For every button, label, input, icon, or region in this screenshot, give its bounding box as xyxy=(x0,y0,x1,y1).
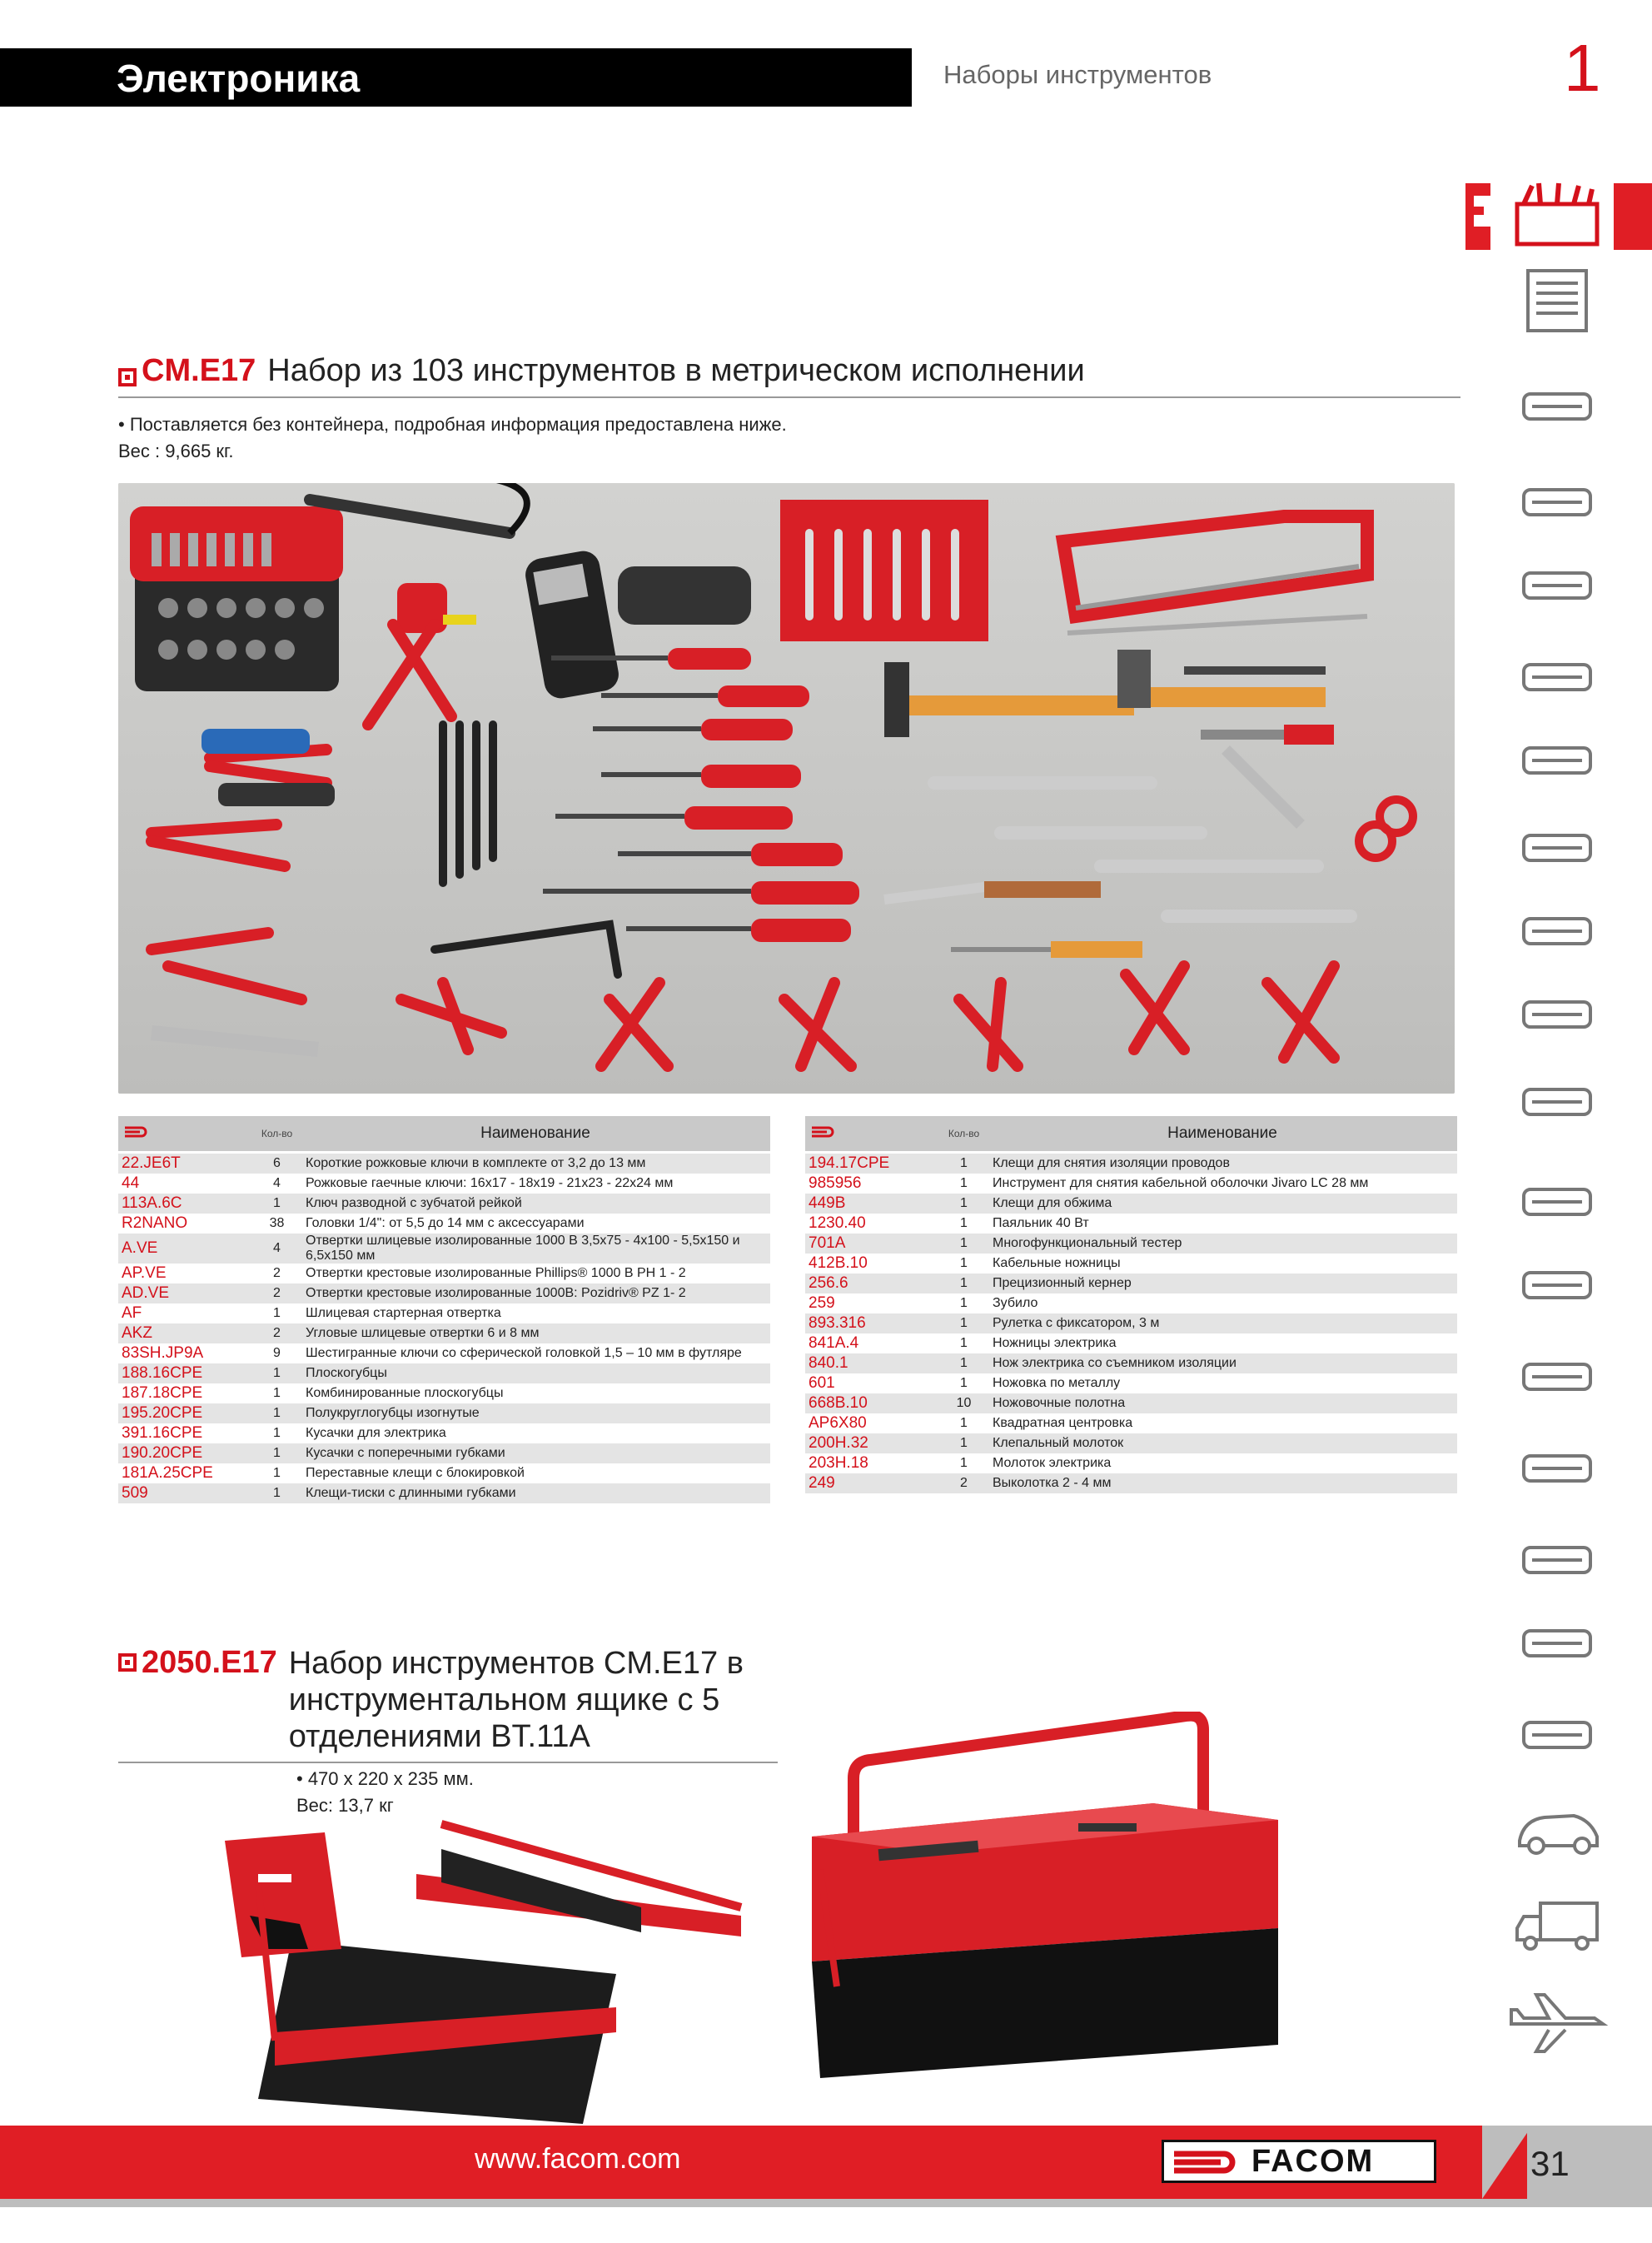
part-code: 22.JE6T xyxy=(118,1153,253,1174)
part-name: Нож электрика со съемником изоляции xyxy=(988,1353,1457,1373)
part-code: 893.316 xyxy=(805,1313,940,1333)
part-code: 200H.32 xyxy=(805,1433,940,1453)
set2-notes xyxy=(296,1766,474,1819)
set1-product-photo xyxy=(118,483,1455,1094)
part-qty: 1 xyxy=(960,1176,968,1190)
pliers-icon[interactable] xyxy=(1499,812,1615,884)
puller-icon[interactable] xyxy=(1499,1166,1615,1238)
part-name: Отвертки шлицевые изолированные 1000 В 3,5x75 - 4x100 - 5,5x150 и 6,5x150 мм xyxy=(301,1234,770,1264)
part-name: Отвертки крестовые изолированные 1000В: Pozidriv® PZ 1- 2 xyxy=(301,1283,770,1303)
part-code: 841A.4 xyxy=(809,1334,859,1352)
table-row xyxy=(805,1353,1457,1373)
table-row xyxy=(118,1343,770,1363)
part-name: Клещи-тиски с длинными губками xyxy=(301,1483,770,1503)
part-qty: 1 xyxy=(960,1256,968,1270)
parts-table-left xyxy=(118,1116,770,1503)
table-row xyxy=(805,1254,1457,1274)
roller-cabinet-icon[interactable] xyxy=(1499,267,1615,338)
table-row xyxy=(118,1383,770,1403)
table-row xyxy=(118,1363,770,1383)
part-code: 44 xyxy=(122,1174,140,1192)
part-code: 601 xyxy=(809,1374,835,1392)
table-row xyxy=(805,1234,1457,1254)
qty-header: Кол-во xyxy=(940,1116,988,1153)
part-qty: 1 xyxy=(940,1234,988,1254)
part-qty: 2 xyxy=(940,1473,988,1493)
part-qty: 1 xyxy=(940,1153,988,1174)
table-row xyxy=(805,1433,1457,1453)
car-icon[interactable] xyxy=(1499,1791,1615,1862)
part-code: 187.18CPE xyxy=(122,1384,203,1402)
part-name: Кабельные ножницы xyxy=(993,1256,1121,1270)
bullet-square-icon xyxy=(118,368,137,386)
table-row xyxy=(805,1453,1457,1473)
page-number: 31 xyxy=(1530,2144,1570,2183)
table-row xyxy=(805,1153,1457,1174)
facom-logo xyxy=(1162,2140,1436,2183)
part-code: 188.16CPE xyxy=(118,1363,253,1383)
part-qty: 1 xyxy=(940,1353,988,1373)
part-name: Полукруглогубцы изогнутые xyxy=(301,1403,770,1423)
part-code: 412B.10 xyxy=(809,1254,868,1272)
parts-table-right xyxy=(805,1116,1457,1493)
tester-icon[interactable] xyxy=(1499,1249,1615,1321)
part-code: AD.VE xyxy=(118,1283,253,1303)
part-qty: 1 xyxy=(940,1194,988,1214)
part-code: AP.VE xyxy=(122,1264,167,1282)
part-qty: 1 xyxy=(253,1363,301,1383)
part-qty: 1 xyxy=(960,1416,968,1430)
part-code: 113A.6C xyxy=(118,1194,253,1214)
hammer-icon[interactable] xyxy=(1499,979,1615,1050)
ratchet-icon[interactable] xyxy=(1499,641,1615,713)
table-row xyxy=(118,1174,770,1194)
socket-case-icon xyxy=(130,506,343,691)
toolbox-closed-image xyxy=(804,1712,1303,2103)
part-qty: 2 xyxy=(253,1283,301,1303)
part-name: Многофункциональный тестер xyxy=(988,1234,1457,1254)
table-row xyxy=(805,1274,1457,1293)
part-code: 256.6 xyxy=(805,1274,940,1293)
footer-url[interactable]: www.facom.com xyxy=(475,2143,681,2175)
side-marker-left xyxy=(1465,183,1490,250)
part-name: Квадратная центровка xyxy=(993,1416,1133,1430)
facom-logo-text: FACOM xyxy=(1251,2144,1375,2179)
part-qty: 1 xyxy=(960,1456,968,1470)
table-row xyxy=(118,1323,770,1343)
part-qty: 1 xyxy=(960,1296,968,1310)
vice-icon[interactable] xyxy=(1499,1433,1615,1504)
part-qty: 10 xyxy=(940,1393,988,1413)
part-name: Ножницы электрика xyxy=(993,1336,1117,1350)
part-qty: 1 xyxy=(273,1306,281,1320)
part-code: 259 xyxy=(809,1294,835,1312)
part-qty: 38 xyxy=(269,1216,285,1230)
part-qty: 1 xyxy=(253,1483,301,1503)
table-row xyxy=(118,1443,770,1463)
table-row xyxy=(118,1194,770,1214)
set2-note-size: • 470 x 220 x 235 мм. xyxy=(296,1768,474,1789)
section-title: Электроника xyxy=(117,57,361,100)
socket-icon[interactable] xyxy=(1499,550,1615,621)
part-qty: 1 xyxy=(940,1433,988,1453)
part-name: Клепальный молоток xyxy=(988,1433,1457,1453)
part-code: 509 xyxy=(118,1483,253,1503)
tool-sets-icon[interactable] xyxy=(1499,179,1615,251)
table-row xyxy=(118,1264,770,1283)
part-code: 195.20CPE xyxy=(118,1403,253,1423)
part-qty: 1 xyxy=(273,1386,281,1400)
set2-note-weight: Вес: 13,7 кг xyxy=(296,1795,394,1816)
part-name: Зубило xyxy=(993,1296,1038,1310)
part-name: Кусачки с поперечными губками xyxy=(301,1443,770,1463)
part-qty: 1 xyxy=(960,1376,968,1390)
part-name: Ключ разводной с зубчатой рейкой xyxy=(301,1194,770,1214)
part-name: Головки 1/4": от 5,5 до 14 мм с аксессуарами xyxy=(306,1216,585,1230)
part-code: 1230.40 xyxy=(809,1214,866,1232)
airplane-icon[interactable] xyxy=(1499,1986,1615,2058)
part-name: Кусачки для электрика xyxy=(306,1426,446,1440)
table-row xyxy=(805,1214,1457,1234)
side-marker-right xyxy=(1614,183,1652,250)
part-qty: 4 xyxy=(253,1234,301,1264)
part-name: Короткие рожковые ключи в комплекте от 3,2 до 13 мм xyxy=(301,1153,770,1174)
part-code: 83SH.JP9A xyxy=(122,1344,204,1362)
part-name: Переставные клещи с блокировкой xyxy=(306,1466,525,1480)
table-row xyxy=(805,1174,1457,1194)
facom-logo-icon xyxy=(118,1116,253,1153)
part-name: Комбинированные плоскогубцы xyxy=(306,1386,504,1400)
part-qty: 4 xyxy=(273,1176,281,1190)
table-row xyxy=(805,1413,1457,1433)
part-qty: 1 xyxy=(960,1216,968,1230)
part-code: 391.16CPE xyxy=(122,1424,203,1442)
part-name: Отвертки крестовые изолированные Phillips® 1000 В PH 1 - 2 xyxy=(306,1266,686,1280)
part-name: Инструмент для снятия кабельной оболочки Jivaro LC 28 мм xyxy=(993,1176,1369,1190)
table-row xyxy=(118,1423,770,1443)
tool-chest-icon[interactable] xyxy=(1499,371,1615,442)
part-name: Прецизионный кернер xyxy=(988,1274,1457,1293)
part-name: Рожковые гаечные ключи: 16x17 - 18x19 - 21x23 - 22x24 мм xyxy=(306,1176,674,1190)
chapter-number: 1 xyxy=(1564,31,1601,105)
truck-icon[interactable] xyxy=(1499,1887,1615,1958)
table-row xyxy=(118,1403,770,1423)
part-qty: 1 xyxy=(253,1403,301,1423)
table-row xyxy=(118,1234,770,1264)
part-name: Паяльник 40 Вт xyxy=(993,1216,1089,1230)
part-name: Угловые шлицевые отвертки 6 и 8 мм xyxy=(301,1323,770,1343)
part-name: Ножовочные полотна xyxy=(988,1393,1457,1413)
set1-note-weight: Вес : 9,665 кг. xyxy=(118,441,234,461)
part-qty: 9 xyxy=(273,1346,281,1360)
footer-rule xyxy=(0,2199,1652,2207)
part-name: Клещи для обжима xyxy=(988,1194,1457,1214)
bullet-square-icon xyxy=(118,1653,137,1672)
name-header: Наименование xyxy=(301,1116,770,1153)
set1-code: CM.E17 xyxy=(142,353,256,388)
part-qty: 1 xyxy=(960,1336,968,1350)
handle-icon[interactable] xyxy=(1499,1699,1615,1771)
part-name: Ножовка по металлу xyxy=(993,1376,1121,1390)
part-code: 840.1 xyxy=(805,1353,940,1373)
name-header: Наименование xyxy=(988,1116,1457,1153)
table-row xyxy=(805,1473,1457,1493)
part-code: 203H.18 xyxy=(809,1454,868,1472)
set1-title: Набор из 103 инструментов в метрическом исполнении xyxy=(267,353,1085,388)
table-row xyxy=(805,1373,1457,1393)
section-subtitle: Наборы инструментов xyxy=(943,60,1212,89)
part-qty: 1 xyxy=(940,1313,988,1333)
part-name: Выколотка 2 - 4 мм xyxy=(988,1473,1457,1493)
table-row xyxy=(118,1463,770,1483)
part-code: 701A xyxy=(805,1234,940,1254)
part-code: AKZ xyxy=(118,1323,253,1343)
screwdriver-icon[interactable] xyxy=(1499,725,1615,796)
part-code: 194.17CPE xyxy=(805,1153,940,1174)
part-name: Рулетка с фиксатором, 3 м xyxy=(988,1313,1457,1333)
part-code: 249 xyxy=(805,1473,940,1493)
qty-header: Кол-во xyxy=(253,1116,301,1153)
part-code: 449B xyxy=(805,1194,940,1214)
electrical-icon[interactable] xyxy=(1499,1607,1615,1679)
table-row xyxy=(805,1333,1457,1353)
part-qty: 2 xyxy=(253,1323,301,1343)
part-name: Клещи для снятия изоляции проводов xyxy=(988,1153,1457,1174)
hacksaw-icon[interactable] xyxy=(1499,1066,1615,1138)
part-name: Шлицевая стартерная отвертка xyxy=(306,1306,501,1320)
part-code: 985956 xyxy=(809,1174,862,1192)
table-row xyxy=(118,1153,770,1174)
part-code: A.VE xyxy=(118,1234,253,1264)
tape-measure-icon[interactable] xyxy=(1499,895,1615,967)
set2-heading xyxy=(118,1645,778,1763)
table-row xyxy=(805,1393,1457,1413)
part-code: AF xyxy=(122,1304,142,1322)
part-code: 190.20CPE xyxy=(118,1443,253,1463)
table-row xyxy=(118,1303,770,1323)
toolbox-open-image xyxy=(225,1816,791,2124)
safety-icon[interactable] xyxy=(1499,1524,1615,1596)
set2-title: Набор инструментов CM.E17 в инструментальном ящике с 5 отделениями BT.11A xyxy=(288,1646,744,1754)
part-code: 181A.25CPE xyxy=(122,1464,213,1482)
wrench-icon[interactable] xyxy=(1499,466,1615,538)
part-code: AP6X80 xyxy=(809,1414,867,1432)
part-qty: 1 xyxy=(253,1194,301,1214)
table-row xyxy=(118,1483,770,1503)
part-qty: 1 xyxy=(273,1466,281,1480)
part-code: 668B.10 xyxy=(805,1393,940,1413)
table-row xyxy=(805,1293,1457,1313)
part-qty: 1 xyxy=(273,1426,281,1440)
part-qty: 1 xyxy=(940,1274,988,1293)
set1-notes xyxy=(118,411,787,465)
part-name: Плоскогубцы xyxy=(301,1363,770,1383)
part-code: R2NANO xyxy=(122,1214,188,1232)
part-name: Шестигранные ключи со сферической головкой 1,5 – 10 мм в футляре xyxy=(306,1346,742,1360)
table-row xyxy=(118,1283,770,1303)
impact-wrench-icon[interactable] xyxy=(1499,1341,1615,1413)
set1-note-delivery: • Поставляется без контейнера, подробная информация предоставлена ниже. xyxy=(118,414,787,435)
set2-code: 2050.E17 xyxy=(142,1645,277,1680)
part-qty: 2 xyxy=(273,1266,281,1280)
facom-logo-icon xyxy=(805,1116,940,1153)
table-row xyxy=(805,1313,1457,1333)
table-row xyxy=(118,1214,770,1234)
part-qty: 1 xyxy=(253,1443,301,1463)
part-qty: 6 xyxy=(253,1153,301,1174)
set1-heading xyxy=(118,353,1460,398)
part-name: Молоток электрика xyxy=(993,1456,1112,1470)
table-row xyxy=(805,1194,1457,1214)
